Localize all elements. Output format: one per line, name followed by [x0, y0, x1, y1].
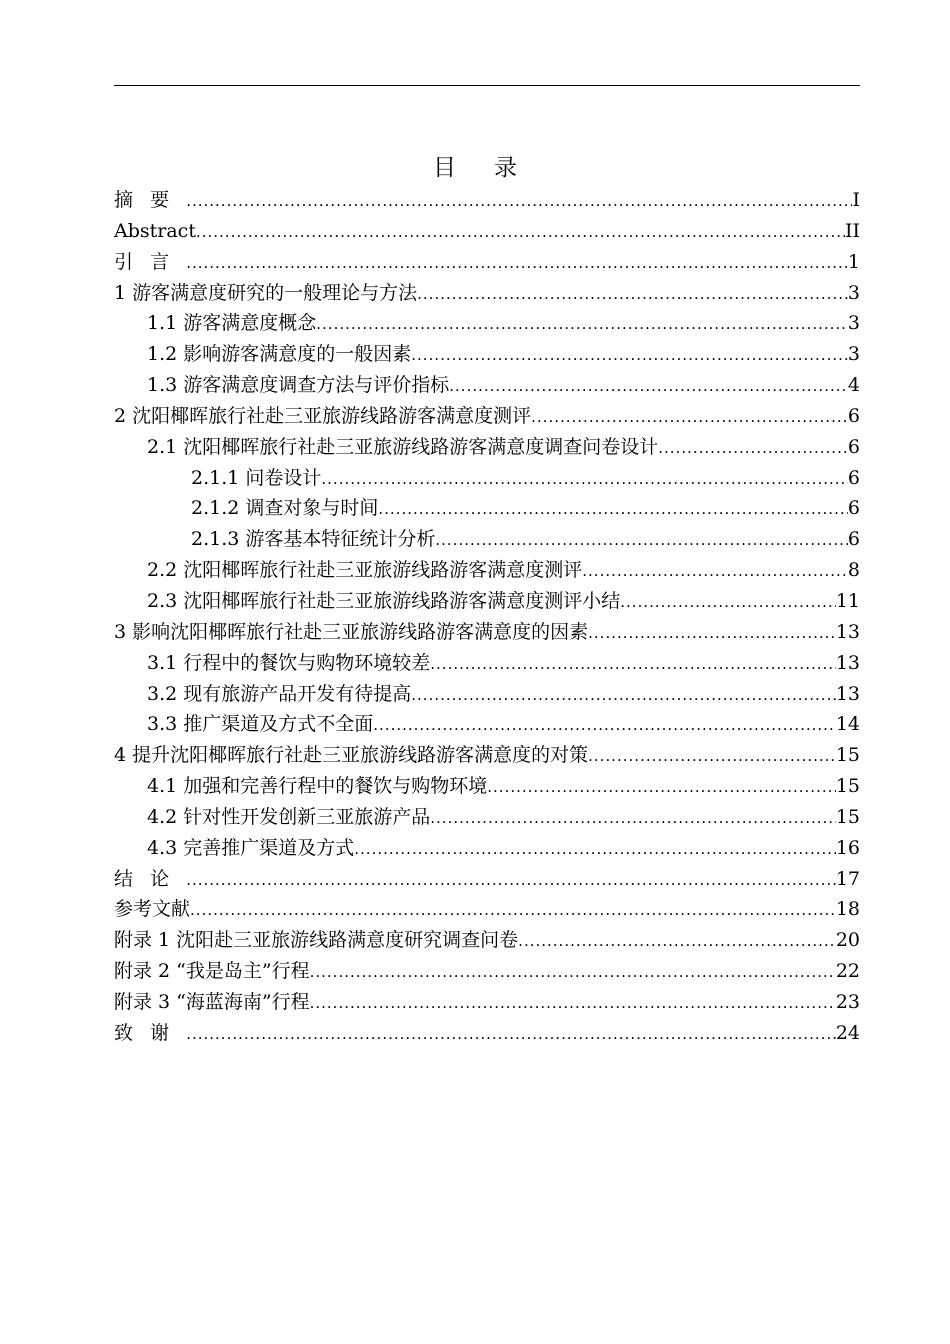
toc-entry-text: 2.1.3 游客基本特征统计分析 — [191, 528, 436, 551]
toc-entry-text: 4.1 加强和完善行程中的餐饮与购物环境 — [147, 775, 488, 798]
toc-entry-text: 参考文献 — [114, 898, 191, 921]
toc-dot-leader — [310, 957, 836, 987]
toc-entry-text: 1.3 游客满意度调查方法与评价指标 — [147, 374, 450, 397]
toc-dot-leader — [186, 248, 848, 278]
toc-entry-text: 4.3 完善推广渠道及方式 — [147, 836, 355, 859]
toc-dot-leader — [316, 309, 848, 339]
toc-entry[interactable] — [114, 648, 860, 679]
toc-entry[interactable] — [114, 833, 860, 864]
toc-dot-leader — [588, 618, 836, 648]
toc-entry[interactable] — [114, 802, 860, 833]
toc-entry-text: Abstract — [114, 219, 196, 242]
toc-page-number: 6 — [847, 497, 860, 520]
toc-page-number: 18 — [835, 898, 860, 921]
toc-page-number: 3 — [847, 281, 860, 304]
toc-page-number: II — [844, 219, 860, 242]
toc-entry-text: 1 游客满意度研究的一般理论与方法 — [114, 281, 418, 304]
toc-page-number: 16 — [835, 836, 860, 859]
toc-entry[interactable] — [114, 679, 860, 710]
toc-page-number: 3 — [847, 312, 860, 335]
toc-entry-text: 附录 1 沈阳赴三亚旅游线路满意度研究调查问卷 — [114, 929, 519, 952]
toc-dot-leader — [531, 402, 848, 432]
toc-entry-text: 2.1.2 调查对象与时间 — [191, 497, 379, 520]
toc-entry-text: 2 沈阳椰晖旅行社赴三亚旅游线路游客满意度测评 — [114, 404, 532, 427]
toc-dot-leader — [378, 494, 848, 524]
toc-page-number: 22 — [835, 960, 860, 983]
toc-page-number: I — [852, 189, 860, 211]
toc-page-number: 6 — [847, 466, 860, 489]
toc-dot-leader — [354, 834, 836, 864]
toc-dot-leader — [430, 803, 836, 833]
toc-page-number: 6 — [847, 435, 860, 458]
toc-entry-text: 4.2 针对性开发创新三亚旅游产品 — [147, 805, 431, 828]
toc-entry[interactable] — [114, 617, 860, 648]
toc-entry[interactable] — [114, 370, 860, 401]
toc-entry-text: 1.1 游客满意度概念 — [147, 312, 317, 335]
toc-dot-leader — [373, 710, 836, 740]
toc-entry[interactable] — [114, 463, 860, 494]
toc-dot-leader — [582, 556, 848, 586]
toc-dot-leader — [518, 926, 836, 956]
toc-entry[interactable] — [114, 308, 860, 339]
toc-entry[interactable] — [114, 185, 860, 216]
toc-page-number: 4 — [847, 374, 860, 397]
toc-dot-leader — [658, 433, 848, 463]
toc-entry-text: 结论 — [114, 867, 187, 890]
toc-entry[interactable] — [114, 1018, 860, 1049]
toc-entry[interactable] — [114, 586, 860, 617]
toc-entry[interactable] — [114, 894, 860, 925]
toc-dot-leader — [310, 988, 836, 1018]
toc-entry-text: 3.2 现有旅游产品开发有待提高 — [147, 682, 412, 705]
toc-title: 目录 — [433, 155, 555, 181]
toc-page-number: 1 — [847, 250, 860, 273]
toc-entry[interactable] — [114, 709, 860, 740]
toc-dot-leader — [321, 464, 848, 494]
toc-entry[interactable] — [114, 925, 860, 956]
toc-entry[interactable] — [114, 740, 860, 771]
toc-dot-leader — [430, 649, 836, 679]
toc-entry[interactable] — [114, 216, 860, 247]
toc-entry[interactable] — [114, 987, 860, 1018]
toc-dot-leader — [487, 772, 836, 802]
toc-entry[interactable] — [114, 864, 860, 895]
toc-dot-leader — [186, 865, 836, 895]
toc-entry-text: 4 提升沈阳椰晖旅行社赴三亚旅游线路游客满意度的对策 — [114, 744, 589, 767]
toc-page-number: 15 — [835, 805, 860, 828]
toc-entry-text: 2.2 沈阳椰晖旅行社赴三亚旅游线路游客满意度测评 — [147, 559, 583, 582]
toc-dot-leader — [449, 371, 848, 401]
toc-list — [114, 185, 860, 1049]
toc-entry-text: 2.1.1 问卷设计 — [191, 466, 322, 489]
toc-entry[interactable] — [114, 555, 860, 586]
toc-entry[interactable] — [114, 247, 860, 278]
toc-page-number: 11 — [835, 589, 860, 612]
toc-dot-leader — [588, 741, 836, 771]
toc-page-number: 3 — [847, 343, 860, 366]
toc-dot-leader — [411, 340, 848, 370]
toc-entry-text: 3 影响沈阳椰晖旅行社赴三亚旅游线路游客满意度的因素 — [114, 620, 589, 643]
toc-entry[interactable] — [114, 278, 860, 309]
toc-dot-leader — [196, 217, 845, 247]
toc-dot-leader — [435, 525, 848, 555]
toc-page-number: 13 — [835, 620, 860, 643]
toc-entry[interactable] — [114, 339, 860, 370]
toc-page-number: 13 — [835, 651, 860, 674]
toc-dot-leader — [620, 587, 836, 617]
toc-dot-leader — [190, 895, 836, 925]
toc-page-number: 20 — [835, 929, 860, 952]
toc-entry[interactable] — [114, 401, 860, 432]
toc-page-number: 13 — [835, 682, 860, 705]
toc-entry-text: 3.3 推广渠道及方式不全面 — [147, 713, 374, 736]
toc-page-number: 17 — [835, 867, 860, 890]
toc-page-number: 6 — [847, 528, 860, 551]
toc-page-number: 23 — [835, 990, 860, 1013]
toc-dot-leader — [186, 186, 852, 216]
toc-dot-leader — [186, 1019, 836, 1049]
toc-entry-text: 摘要 — [114, 189, 187, 211]
toc-entry-text: 致谢 — [114, 1021, 187, 1044]
toc-entry-text: 附录 3 “海蓝海南”行程 — [114, 990, 310, 1013]
toc-page-number: 15 — [835, 775, 860, 798]
toc-dot-leader — [411, 680, 836, 710]
toc-entry-text: 3.1 行程中的餐饮与购物环境较差 — [147, 651, 431, 674]
toc-dot-leader — [417, 279, 848, 309]
toc-entry[interactable] — [114, 771, 860, 802]
toc-page-number: 8 — [847, 559, 860, 582]
toc-entry-text: 附录 2 “我是岛主”行程 — [114, 960, 310, 983]
toc-entry-text: 2.3 沈阳椰晖旅行社赴三亚旅游线路游客满意度测评小结 — [147, 589, 621, 612]
toc-entry[interactable] — [114, 524, 860, 555]
toc-entry[interactable] — [114, 493, 860, 524]
toc-page-number: 15 — [835, 744, 860, 767]
toc-entry-text: 1.2 影响游客满意度的一般因素 — [147, 343, 412, 366]
toc-entry[interactable] — [114, 956, 860, 987]
toc-entry-text: 引言 — [114, 250, 187, 273]
toc-entry[interactable] — [114, 432, 860, 463]
toc-page-number: 14 — [835, 713, 860, 736]
toc-entry-text: 2.1 沈阳椰晖旅行社赴三亚旅游线路游客满意度调查问卷设计 — [147, 435, 659, 458]
toc-page-number: 24 — [835, 1021, 860, 1044]
header-rule — [114, 85, 860, 86]
toc-page-number: 6 — [847, 404, 860, 427]
